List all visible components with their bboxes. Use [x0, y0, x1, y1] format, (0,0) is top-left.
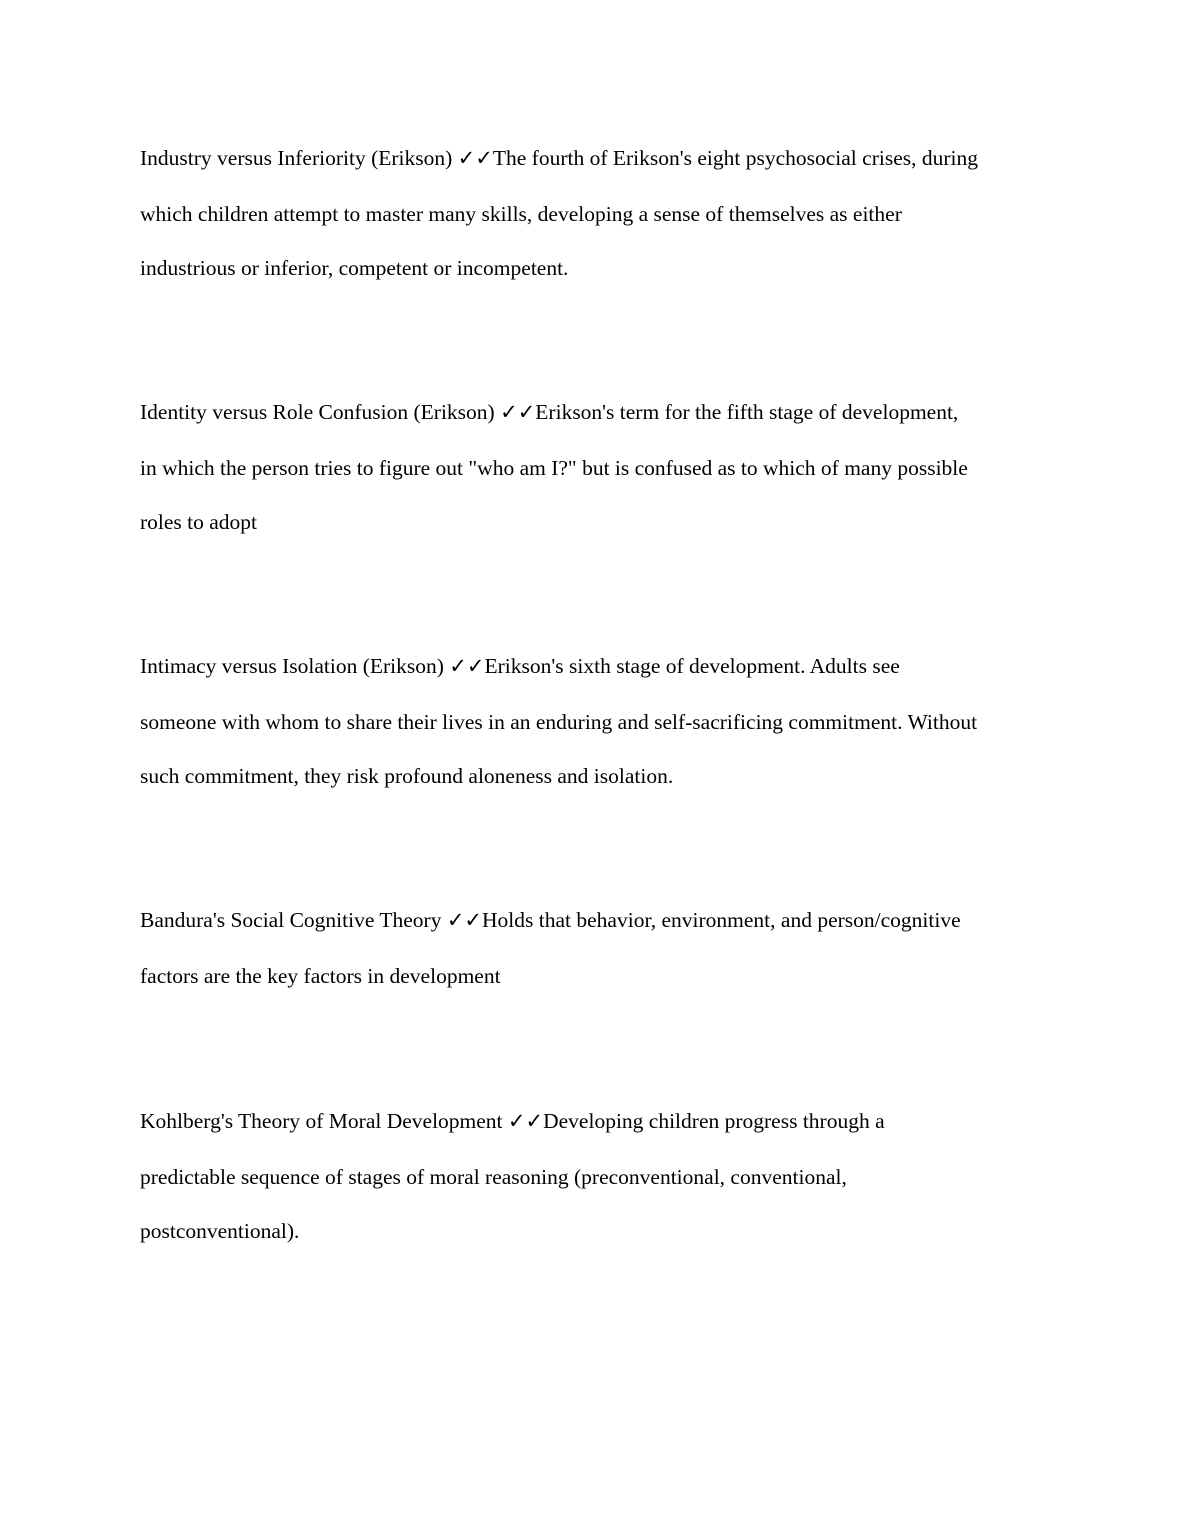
- entry-first-line: [140, 384, 1060, 440]
- entry-definition-line: Erikson's term for the fifth stage of development,: [535, 400, 959, 424]
- flashcard-entry-industry-vs-inferiority: [140, 130, 1060, 296]
- double-check-icon: ✓✓: [449, 654, 485, 678]
- double-check-icon: ✓✓: [446, 908, 483, 932]
- entry-term: Kohlberg's Theory of Moral Development: [140, 1109, 503, 1133]
- entry-definition-line: factors are the key factors in development: [140, 964, 501, 988]
- entry-definition-line: Erikson's sixth stage of development. Adults see: [484, 654, 900, 678]
- flashcard-entry-bandura-social-cognitive: [140, 892, 1060, 1004]
- entry-definition-line: roles to adopt: [140, 510, 258, 534]
- entry-definition-line: in which the person tries to figure out "who am I?" but is confused as to which of many possible: [140, 456, 968, 480]
- entry-definition-line: Holds that behavior, environment, and person/cognitive: [482, 908, 961, 932]
- entry-definition-line: which children attempt to master many skills, developing a sense of themselves as either: [140, 202, 902, 226]
- flashcard-entry-kohlberg-moral-development: [140, 1093, 1060, 1259]
- entry-term: Bandura's Social Cognitive Theory: [140, 908, 442, 932]
- entry-term: Identity versus Role Confusion (Erikson): [140, 400, 495, 424]
- entry-term: Intimacy versus Isolation (Erikson): [140, 654, 444, 678]
- entry-definition-line: industrious or inferior, competent or incompetent.: [140, 256, 569, 280]
- flashcard-entry-identity-vs-role-confusion: [140, 384, 1060, 550]
- entry-first-line: [140, 1093, 1060, 1149]
- entry-definition-line: Developing children progress through a: [543, 1109, 885, 1133]
- double-check-icon: ✓✓: [507, 1109, 544, 1133]
- entry-definition-line: The fourth of Erikson's eight psychosocial crises, during: [492, 146, 978, 170]
- entry-first-line: [140, 638, 1060, 694]
- entry-term: Industry versus Inferiority (Erikson): [140, 146, 453, 170]
- double-check-icon: ✓✓: [500, 400, 536, 424]
- entry-definition-line: predictable sequence of stages of moral reasoning (preconventional, conventional,: [140, 1165, 847, 1189]
- flashcard-entry-intimacy-vs-isolation: [140, 638, 1060, 804]
- entry-first-line: [140, 892, 1060, 948]
- entry-definition-line: someone with whom to share their lives in an enduring and self-sacrificing commitment. Without: [140, 710, 978, 734]
- entry-first-line: [140, 130, 1060, 186]
- double-check-icon: ✓✓: [457, 146, 493, 170]
- entry-definition-line: postconventional).: [140, 1219, 300, 1243]
- entry-definition-line: such commitment, they risk profound aloneness and isolation.: [140, 764, 674, 788]
